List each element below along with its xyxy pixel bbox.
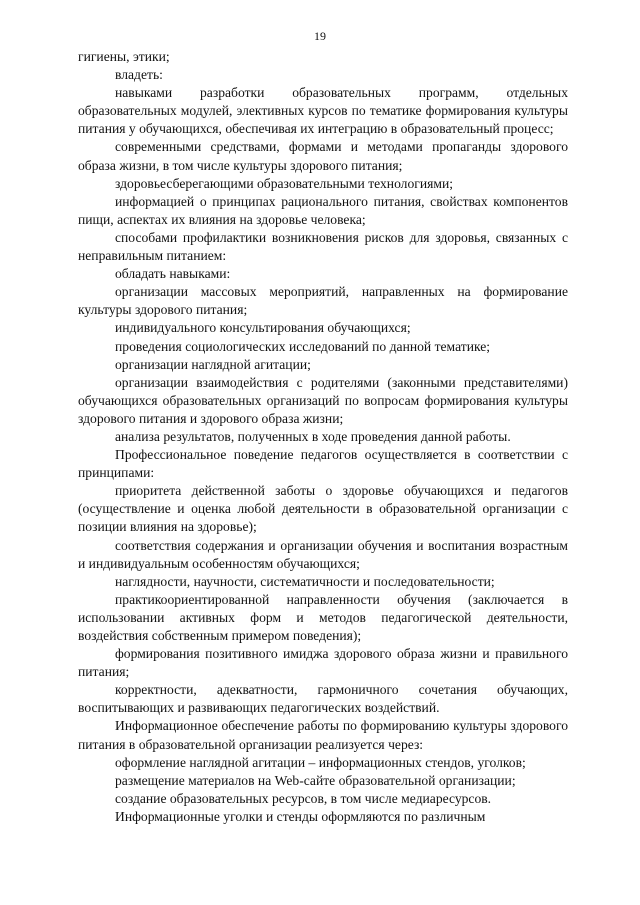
- paragraph: наглядности, научности, систематичности и последовательности;: [115, 573, 495, 589]
- paragraph: способами профилактики возникновения рисков для здоровья, связанных с неправильным питанием:: [78, 229, 568, 264]
- paragraph: владеть:: [115, 67, 163, 83]
- paragraph: формирования позитивного имиджа здорового образа жизни и правильного питания;: [78, 646, 568, 680]
- body-text: [78, 48, 568, 826]
- paragraph: гигиены, этики;: [78, 49, 170, 64]
- paragraph: Профессиональное поведение педагогов осуществляется в соответствии с принципами:: [78, 447, 568, 481]
- paragraph: организации наглядной агитации;: [115, 356, 311, 372]
- paragraph: организации взаимодействия с родителями (законными представителями) обучающихся образовательных организаций по вопросам формирования культуры здорового питания и здорового образа жизни;: [78, 374, 568, 426]
- page-number: 19: [314, 29, 326, 43]
- paragraph: соответствия содержания и организации обучения и воспитания возрастным и индивидуальным особенностям обучающихся;: [78, 537, 568, 571]
- paragraph: приоритета действенной заботы о здоровье обучающихся и педагогов (осуществление и оценка любой деятельности в образовательной организации с позиции влияния на здоровье);: [78, 483, 568, 535]
- paragraph: оформление наглядной агитации – информационных стендов, уголков;: [115, 754, 526, 770]
- paragraph: здоровьесберегающими образовательными технологиями;: [115, 175, 454, 191]
- paragraph: современными средствами, формами и методами пропаганды здорового образа жизни, в том числе культуры здорового питания;: [78, 139, 568, 173]
- paragraph: информацией о принципах рационального питания, свойствах компонентов пищи, аспектах их влияния на здоровье человека;: [78, 193, 568, 227]
- paragraph: Информационные уголки и стенды оформляются по различным: [115, 808, 486, 824]
- paragraph: Информационное обеспечение работы по формированию культуры здорового питания в образовательной организации реализуется через:: [78, 718, 568, 752]
- paragraph: организации массовых мероприятий, направленных на формирование культуры здорового питания;: [78, 284, 568, 318]
- paragraph: корректности, адекватности, гармоничного сочетания обучающих, воспитывающих и развивающих педагогических воздействий.: [78, 682, 568, 716]
- paragraph: обладать навыками:: [115, 266, 231, 282]
- paragraph: навыками разработки образовательных программ, отдельных образовательных модулей, элективных курсов по тематике формирования культуры питания у обучающихся, обеспечивая их интеграцию в образовательный процесс;: [78, 85, 568, 137]
- paragraph: размещение материалов на Web-сайте образовательной организации;: [115, 772, 516, 788]
- paragraph: анализа результатов, полученных в ходе проведения данной работы.: [115, 428, 511, 444]
- paragraph: практикоориентированной направленности обучения (заключается в использовании активных форм и методов педагогической деятельности, воздействия собственным примером поведения);: [78, 591, 568, 643]
- paragraph: проведения социологических исследований по данной тематике;: [115, 338, 491, 354]
- paragraph: создание образовательных ресурсов, в том числе медиаресурсов.: [115, 790, 492, 806]
- paragraph: индивидуального консультирования обучающихся;: [115, 320, 411, 336]
